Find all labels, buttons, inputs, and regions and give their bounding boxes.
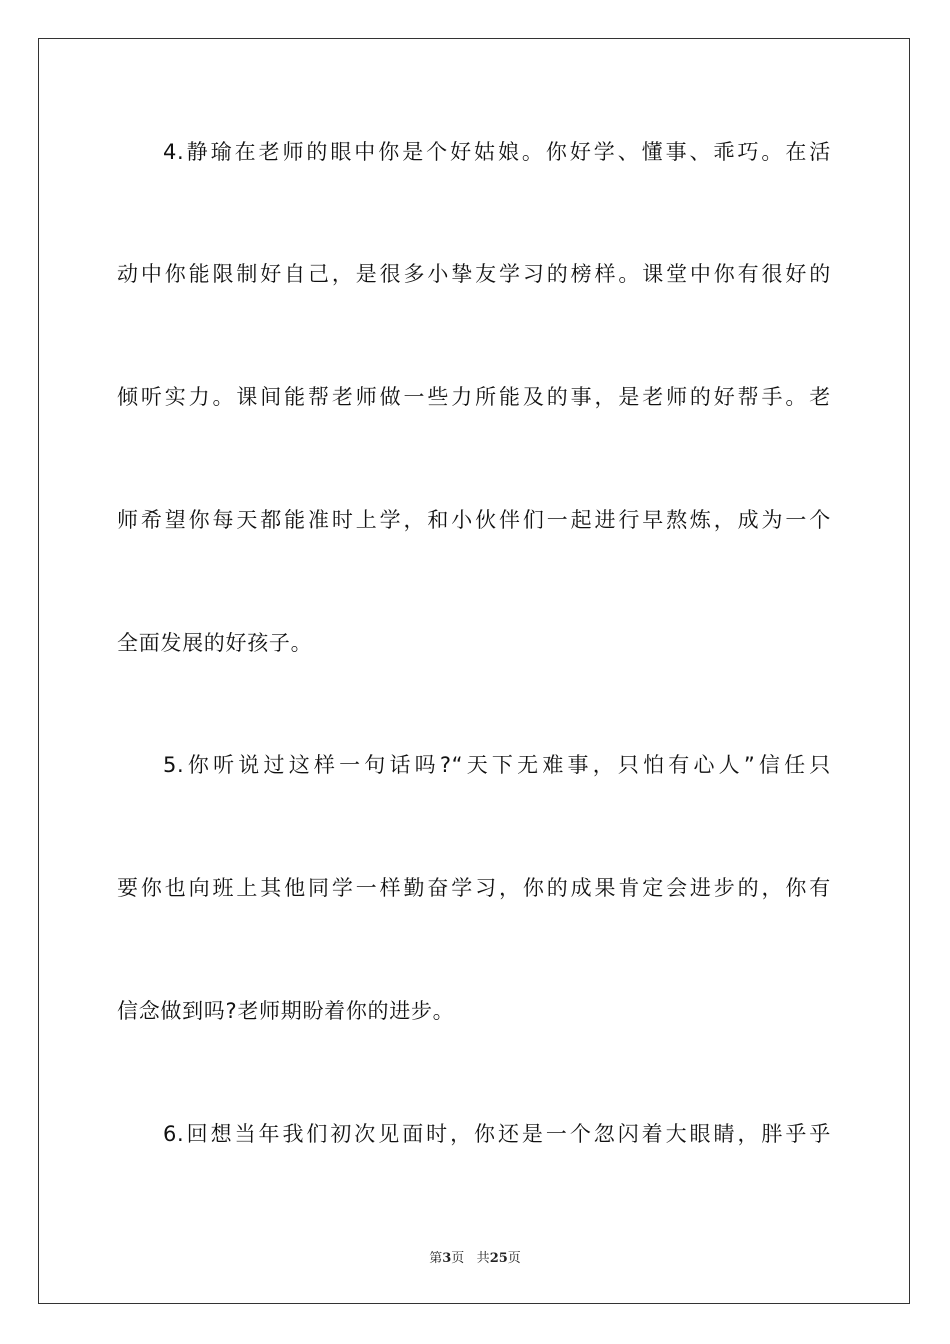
total-suffix: 页	[507, 1251, 521, 1266]
paragraph-5-line-3: 信念做到吗?老师期盼着你的进步。	[117, 999, 455, 1023]
page-border	[38, 38, 910, 1304]
paragraph-4-line-4: 师希望你每天都能准时上学，和小伙伴们一起进行早熬炼，成为一个	[117, 508, 831, 532]
paragraph-4-line-5: 全面发展的好孩子。	[117, 631, 313, 655]
paragraph-4-line-3: 倾听实力。课间能帮老师做一些力所能及的事，是老师的好帮手。老	[117, 385, 831, 409]
total-prefix: 共	[476, 1251, 490, 1266]
page-footer	[0, 1247, 950, 1266]
total-pages: 25	[489, 1251, 508, 1266]
paragraph-4-line-2: 动中你能限制好自己，是很多小挚友学习的榜样。课堂中你有很好的	[117, 262, 831, 286]
paragraph-5-line-1: 5.你听说过这样一句话吗?“天下无难事，只怕有心人”信任只	[163, 753, 831, 777]
page-prefix: 第	[429, 1251, 443, 1266]
page-number: 3	[442, 1251, 452, 1266]
page-suffix: 页	[451, 1251, 465, 1266]
paragraph-5-line-2: 要你也向班上其他同学一样勤奋学习，你的成果肯定会进步的，你有	[117, 876, 831, 900]
paragraph-6-line-1: 6.回想当年我们初次见面时，你还是一个忽闪着大眼睛，胖乎乎	[163, 1122, 831, 1146]
paragraph-4-line-1: 4.静瑜在老师的眼中你是个好姑娘。你好学、懂事、乖巧。在活	[163, 140, 831, 164]
